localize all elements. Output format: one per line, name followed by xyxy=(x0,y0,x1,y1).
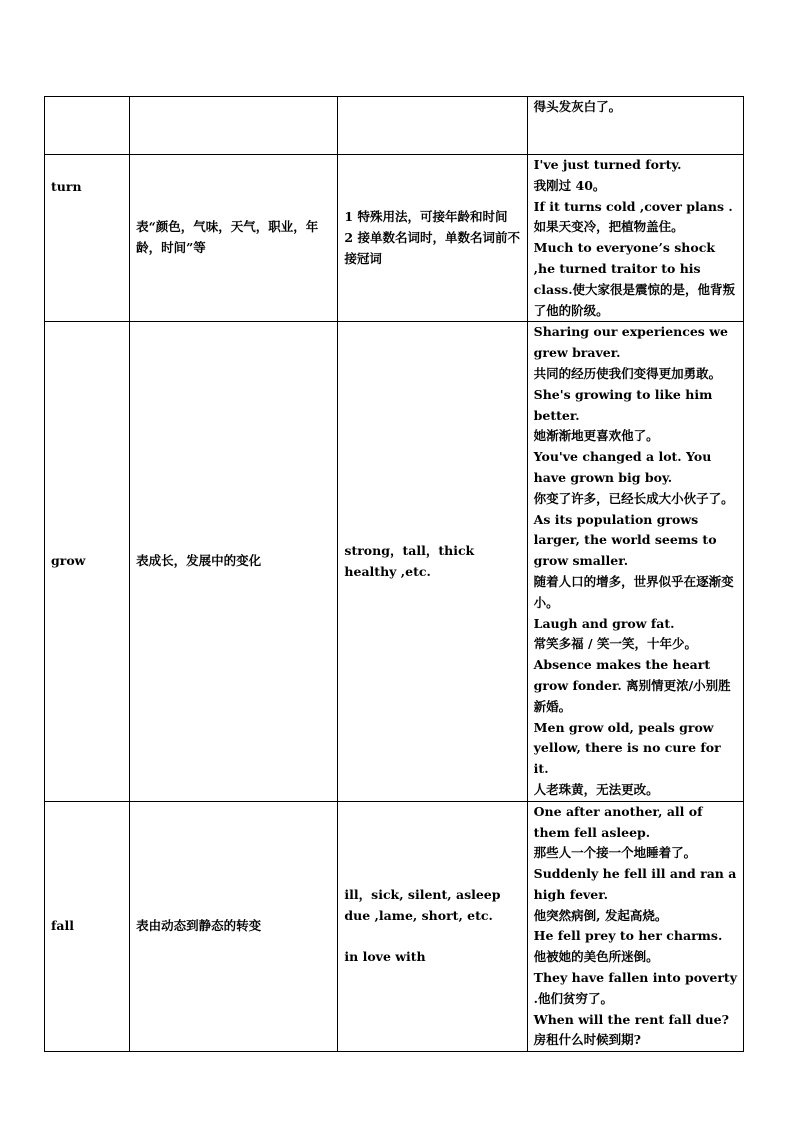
usage-cell xyxy=(338,97,527,155)
examples-cell xyxy=(527,97,743,155)
example-line: 他被她的美色所迷倒。 xyxy=(533,949,659,965)
meaning-cell: 表成长，发展中的变化 xyxy=(130,322,338,801)
table-row xyxy=(45,97,744,155)
example-line: She's growing to like him better. xyxy=(533,386,713,423)
example-line: 他突然病倒, 发起高烧。 xyxy=(533,907,668,923)
example-line: They have fallen into poverty .他们贫穷了。 xyxy=(533,970,737,1006)
example-line: If it turns cold ,cover plans .如果天变冷，把植物盖住。 xyxy=(533,198,733,235)
example-line: 常笑多福 / 笑一笑，十年少。 xyxy=(533,636,697,652)
example-line: One after another, all of them fell asleep. xyxy=(533,803,703,840)
usage-line: ill，sick, silent, asleep xyxy=(344,887,501,903)
word-cell xyxy=(45,97,130,155)
usage-line: in love with xyxy=(344,948,426,964)
usage-line: 1 特殊用法，可接年龄和时间 xyxy=(344,208,508,224)
word-cell: turn xyxy=(45,155,130,322)
example-line: Much to everyone’s shock ,he turned traitor to his class.使大家很是震惊的是，他背叛了他的阶级。 xyxy=(533,240,736,318)
example-line: Sharing our experiences we grew braver. xyxy=(533,324,728,361)
meaning-cell: 表由动态到静态的转变 xyxy=(130,801,338,1052)
usage-line: 2 接单数名词时，单数名词前不接冠词 xyxy=(344,229,520,266)
example-line: 房租什么时候到期? xyxy=(533,1032,641,1048)
example-line: 共同的经历使我们变得更加勇敢。 xyxy=(533,365,722,381)
vocabulary-table xyxy=(44,96,744,1052)
example-line: 她渐渐地更喜欢他了。 xyxy=(533,428,659,444)
meaning-cell xyxy=(130,97,338,155)
usage-spacer xyxy=(344,927,520,947)
examples-cell xyxy=(527,322,743,801)
example-line: Suddenly he fell ill and ran a high fever. xyxy=(533,866,737,902)
example-line: You've changed a lot. You have grown big boy. xyxy=(533,449,712,485)
usage-cell xyxy=(338,155,527,322)
usage-line: healthy ,etc. xyxy=(344,563,431,579)
example-line: I've just turned forty. xyxy=(533,157,682,172)
example-line: When will the rent fall due? xyxy=(533,1011,729,1027)
examples-cell xyxy=(527,155,743,322)
example-line: Laugh and grow fat. xyxy=(533,615,675,631)
usage-line: due ,lame, short, etc. xyxy=(344,908,493,924)
table-row xyxy=(45,155,744,322)
example-line: 得头发灰白了。 xyxy=(533,99,622,114)
example-line: As its population grows larger, the world seems to grow smaller. xyxy=(533,511,717,569)
meaning-cell: 表“颜色，气味，天气，职业，年龄，时间”等 xyxy=(130,155,338,322)
usage-line: strong，tall，thick xyxy=(344,542,475,558)
example-line: 随着人口的增多，世界似乎在逐渐变小。 xyxy=(533,573,734,610)
table-row xyxy=(45,322,744,801)
example-line: 我刚过 40。 xyxy=(533,177,606,193)
word-cell: grow xyxy=(45,322,130,801)
usage-cell xyxy=(338,322,527,801)
table-row xyxy=(45,801,744,1052)
usage-cell xyxy=(338,801,527,1052)
example-line: Absence makes the heart grow fonder. 离别情更浓/小别胜新婚。 xyxy=(533,657,731,714)
example-line: 人老珠黄，无法更改。 xyxy=(533,781,659,797)
example-line: He fell prey to her charms. xyxy=(533,928,723,944)
example-line: 你变了许多，已经长成大小伙子了。 xyxy=(533,490,734,506)
word-cell: fall xyxy=(45,801,130,1052)
example-line: Men grow old, peals grow yellow, there is no cure for it. xyxy=(533,719,721,777)
example-line: 那些人一个接一个地睡着了。 xyxy=(533,845,697,861)
examples-cell xyxy=(527,801,743,1052)
vocabulary-table-page xyxy=(44,96,744,1052)
